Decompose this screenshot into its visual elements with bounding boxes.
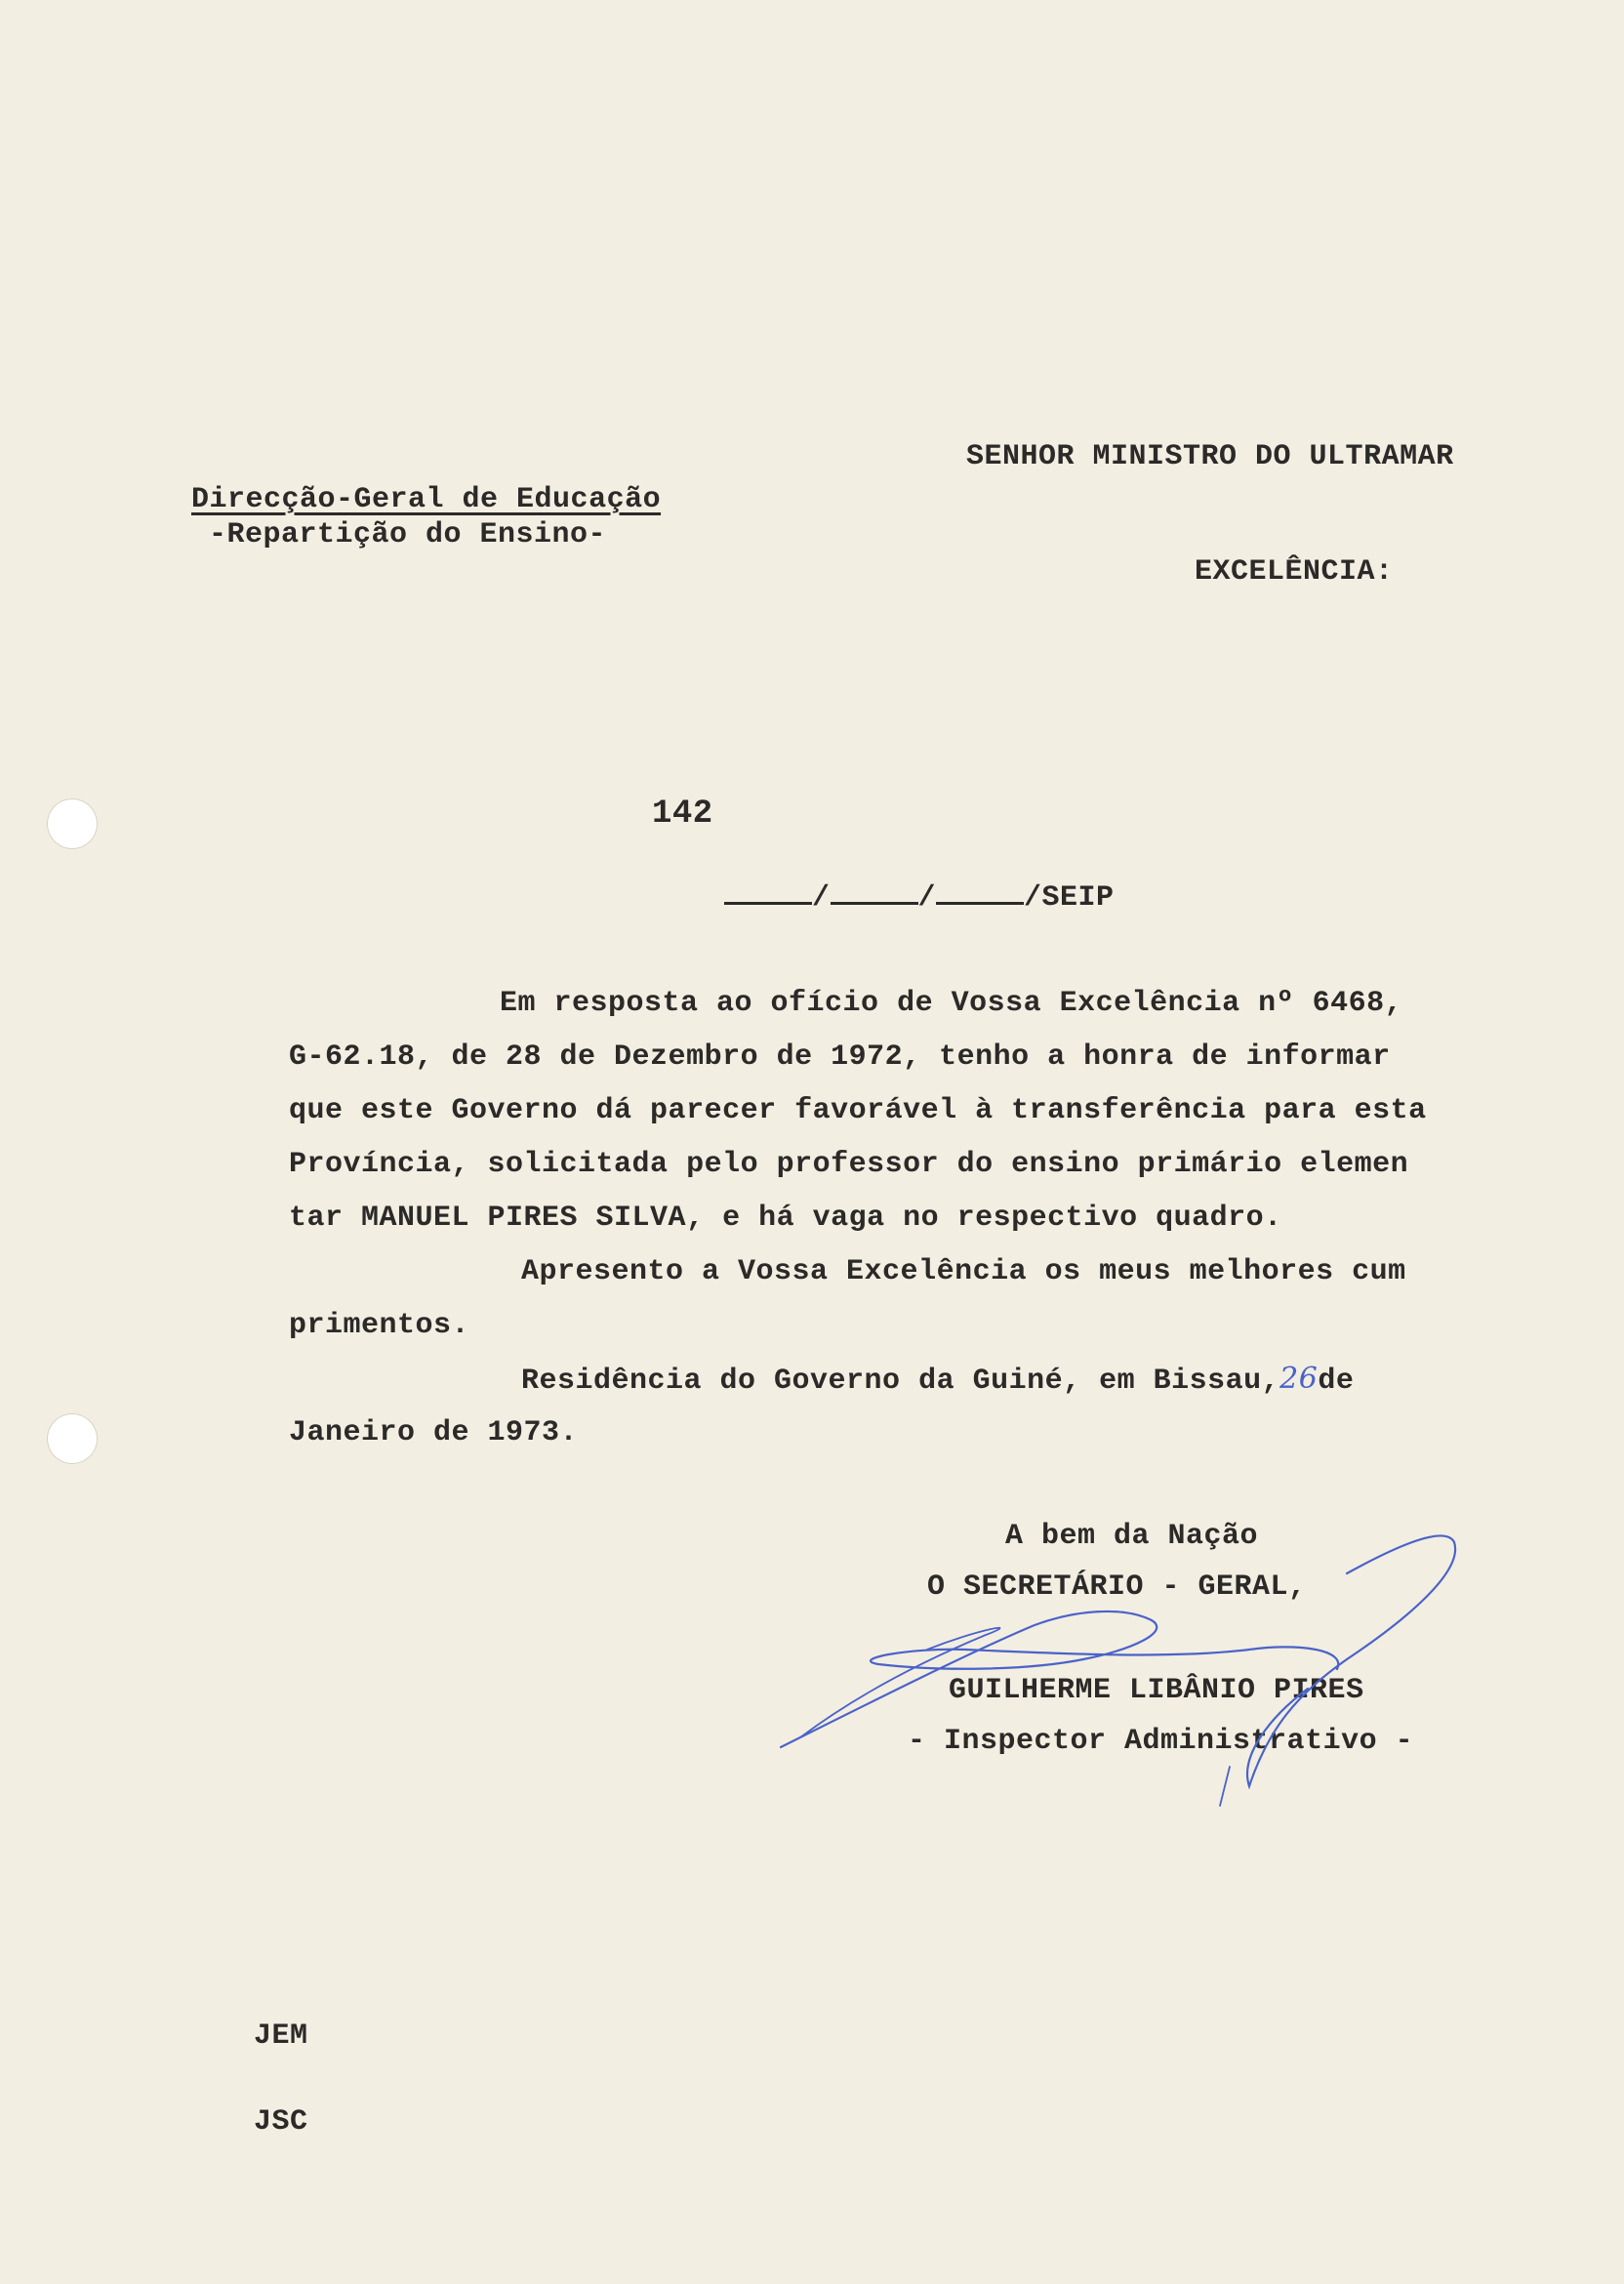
signatory-role: - Inspector Administrativo - — [908, 1725, 1414, 1758]
initials-1: JEM — [254, 2019, 308, 2053]
date-after: de — [1318, 1365, 1355, 1398]
body-line-1: Em resposta ao ofício de Vossa Excelência nº 6468, — [500, 987, 1403, 1020]
reference-number: 142 — [652, 795, 713, 833]
reference-blank-3 — [936, 873, 1024, 905]
body-line-3: que este Governo dá parecer favorável à transferência para esta — [289, 1094, 1427, 1127]
initials-2: JSC — [254, 2105, 308, 2139]
closing-motto: A bem da Nação — [1005, 1520, 1259, 1553]
recipient-line: SENHOR MINISTRO DO ULTRAMAR — [966, 440, 1454, 473]
closing-title: O SECRETÁRIO - GERAL, — [927, 1570, 1307, 1604]
body-line-6: Apresento a Vossa Excelência os meus melhores cum — [521, 1255, 1406, 1288]
department-section: -Repartição do Ensino- — [209, 518, 607, 551]
salutation: EXCELÊNCIA: — [1195, 555, 1394, 589]
reference-blank-2 — [831, 873, 918, 905]
body-line-2: G-62.18, de 28 de Dezembro de 1972, tenho a honra de informar — [289, 1040, 1391, 1074]
body-line-8 — [521, 1362, 1354, 1399]
department-name: Direcção-Geral de Educação — [191, 483, 662, 516]
reference-suffix: /SEIP — [1024, 881, 1115, 915]
date-place-text: Residência do Governo da Guiné, em Bissau, — [521, 1365, 1280, 1398]
body-line-7: primentos. — [289, 1309, 470, 1342]
signatory-name: GUILHERME LIBÂNIO PIRES — [949, 1674, 1364, 1707]
punch-hole-top — [47, 798, 98, 849]
reference-blank-1 — [724, 873, 812, 905]
body-line-9: Janeiro de 1973. — [289, 1416, 579, 1449]
handwritten-day: 26 — [1279, 1362, 1319, 1396]
punch-hole-bottom — [47, 1413, 98, 1464]
body-line-4: Província, solicitada pelo professor do ensino primário elemen — [289, 1148, 1409, 1181]
reference-line: / / /SEIP — [652, 837, 1115, 951]
body-line-5: tar MANUEL PIRES SILVA, e há vaga no respectivo quadro. — [289, 1202, 1282, 1235]
